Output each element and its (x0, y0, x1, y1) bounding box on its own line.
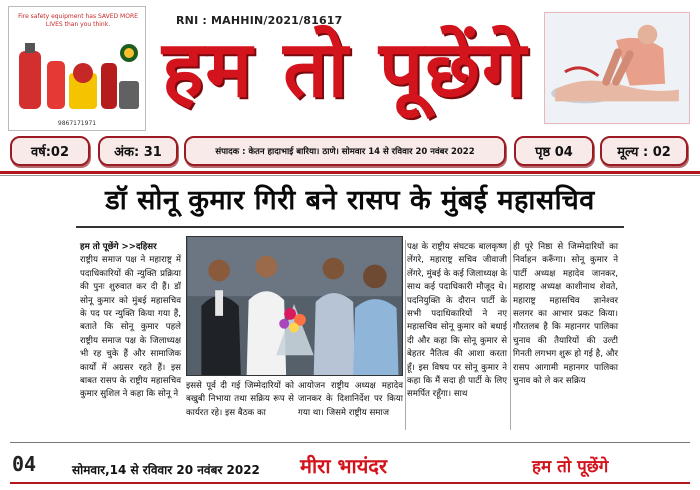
article-under-photo-1: इससे पूर्व दी गई जिम्मेदारियों को बखुबी निभाया तथा सक्रिय रूप से कार्यरत रहे। इस बैठक का (186, 381, 294, 418)
footer-bottom-rule (10, 482, 690, 484)
page-badge (514, 136, 594, 166)
editor-badge (184, 136, 506, 166)
column-divider (405, 240, 406, 430)
footer-page-number: 04 (12, 452, 37, 476)
article-column-1-text: राष्ट्रीय समाज पक्ष ने महाराष्ट्र में पदाधिकारियों की न्युक्ति प्रक्रिया की पुनः शुरुवात कर दी हैं। डॉ सोनू कुमार को मुंबई महासचिव के पद पर न्युक्ति किया गया हैं, बताते कि सोनू कुमार पहले राष्ट्रीय समाज पक्ष के जिलाध्यक्ष भी रह चुके हैं और सामाजिक कार्यों में अग्रसर रहते हैं। इस बाबत रासप के राष्ट्रीय महासचिव कुमार सुशिल ने कहा कि सोनू ने (80, 255, 181, 400)
price-badge (600, 136, 688, 166)
price-text: मूल्य : 02 (617, 145, 671, 160)
advertisement-phone: 9867171971 (57, 120, 97, 127)
year-badge (10, 136, 90, 166)
footer-city: मीरा भायंदर (300, 454, 388, 478)
column-divider (510, 240, 511, 430)
newspaper-title: हम तो पूछेंगे (162, 24, 528, 115)
editor-text: संपादक : केतन हादाभाई बारिया। ठाणे। सोमवार 14 से रविवार 20 नवंबर 2022 (215, 146, 475, 157)
article-column-3: पक्ष के राष्ट्रीय संघटक बालकृष्ण लेंगरे, महाराष्ट्र सचिव जीवाजी लेंगरे, मुंबई के कई जिलाध्यक्ष के साथ कई पदाधिकारी मौजूद थे। पदनियुक्ति के दौरान पार्टी के सभी पदाधिकारियों ने नए महासचिव सोनू कुमार को बधाई दी और कहा कि सोनू कुमार से बेहतर नैतित्व की आशा करता हूँ। इस विषय पर सोनू कुमार ने कहा कि मैं सदा ही पार्टी के लिए समर्पित रहूँगा। साथ (407, 242, 507, 400)
article-photo (186, 236, 403, 376)
issue-text: अंक: 31 (114, 145, 162, 160)
fire-safety-advertisement (8, 6, 146, 131)
article-column-1 (80, 241, 181, 400)
headline-underline (76, 226, 624, 228)
masthead-divider-thin (0, 175, 700, 176)
footer-divider (10, 442, 690, 443)
footer-date: सोमवार,14 से रविवार 20 नवंबर 2022 (72, 463, 260, 477)
footer-brand: हम तो पूछेंगे (532, 457, 609, 477)
page-text: पृष्ठ 04 (535, 145, 573, 160)
issue-badge (98, 136, 178, 166)
article-under-photo-2: आयोजन राष्ट्रीय अध्यक्ष महादेव जानकर के दिशानिर्देश पर किया गया था। जिसमे राष्ट्रीय समाज (298, 381, 403, 418)
year-text: वर्ष:02 (30, 145, 70, 160)
article-column-4: ही पूरे निष्ठा से जिम्मेदारियों का निर्वाहन करूँगा। सोनू कुमार ने पार्टी अध्यक्ष महादेव जानकर, महाराष्ट्र अध्यक्ष काशीनाथ शेवते, महाराष्ट्र महासचिव ज्ञानेश्वर सलगर का आभार प्रकट किया। गौरतलब है कि महानगर पालिका चुनाव की तैयारियों की उल्टी गिनती लगभग शुरू हो गई है, और रासप आगामी महानगर पालिका चुनाव को ले कर सक्रिय (513, 242, 618, 387)
article-byline: हम तो पूछेंगे >>दहिसर (80, 242, 157, 252)
cpr-illustration (544, 12, 690, 124)
advertisement-tagline: Fire safety equipment has SAVED MORE LIVES than you think. (18, 13, 138, 28)
article-headline: डॉ सोनू कुमार गिरी बने रासप के मुंबई महासचिव (105, 185, 595, 216)
fire-extinguisher-illustration (13, 33, 143, 119)
rni-number: RNI : MAHHIN/2021/81617 (176, 14, 343, 27)
masthead-divider (0, 171, 700, 174)
